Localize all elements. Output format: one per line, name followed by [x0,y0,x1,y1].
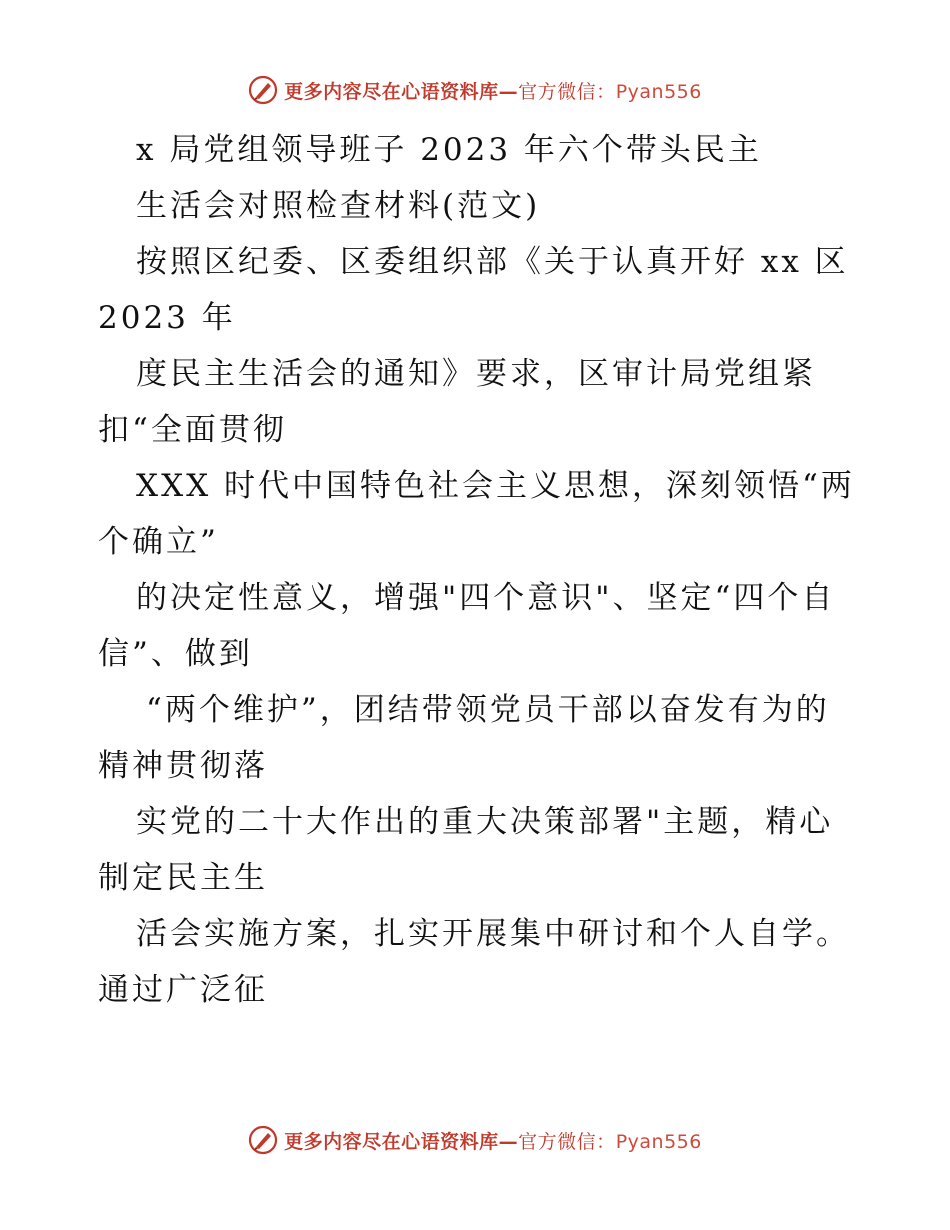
doc-paragraph-line: 个确立” [98,524,219,560]
header-watermark-banner [0,72,950,108]
doc-paragraph-line: 活会实施方案，扎实开展集中研讨和个人自学。 [136,916,850,952]
doc-paragraph-line: 的决定性意义，增强"四个意识"、坚定“四个自 [136,580,836,616]
doc-title-line-1: x 局党组领导班子 2023 年六个带头民主 [136,132,762,168]
watermark-text [284,77,702,104]
watermark-dash: — [498,80,519,103]
watermark-wechat-id: Pyan556 [615,80,702,103]
footer-watermark-banner [0,1122,950,1158]
document-body [98,122,858,1018]
watermark-text [284,1127,702,1154]
doc-title-line-2: 生活会对照检查材料(范文) [136,188,541,224]
quill-pen-icon [248,75,278,105]
doc-paragraph-line: 制定民主生 [98,860,268,896]
doc-paragraph-line: 按照区纪委、区委组织部《关于认真开好 xx 区 [136,244,849,280]
watermark-main: 更多内容尽在心语资料库 [284,80,499,103]
watermark-wechat-label: 官方微信： [518,1130,616,1153]
doc-paragraph-line: 通过广泛征 [98,972,268,1008]
doc-paragraph-line: 精神贯彻落 [98,748,268,784]
doc-paragraph-line: 实党的二十大作出的重大决策部署"主题，精心 [136,804,834,840]
watermark-dash: — [498,1130,519,1153]
doc-paragraph-line: 扣“全面贯彻 [98,412,287,448]
doc-paragraph-line: 度民主生活会的通知》要求，区审计局党组紧 [136,356,816,392]
watermark-wechat-label: 官方微信： [518,80,616,103]
watermark-main: 更多内容尽在心语资料库 [284,1130,499,1153]
doc-paragraph-line: 2023 年 [98,300,236,336]
doc-paragraph-line: XXX 时代中国特色社会主义思想，深刻领悟“两 [136,468,855,504]
watermark-wechat-id: Pyan556 [615,1130,702,1153]
doc-paragraph-line: “两个维护”，团结带领党员干部以奋发有为的 [146,692,830,728]
doc-paragraph-line: 信”、做到 [98,636,253,672]
quill-pen-icon [248,1125,278,1155]
